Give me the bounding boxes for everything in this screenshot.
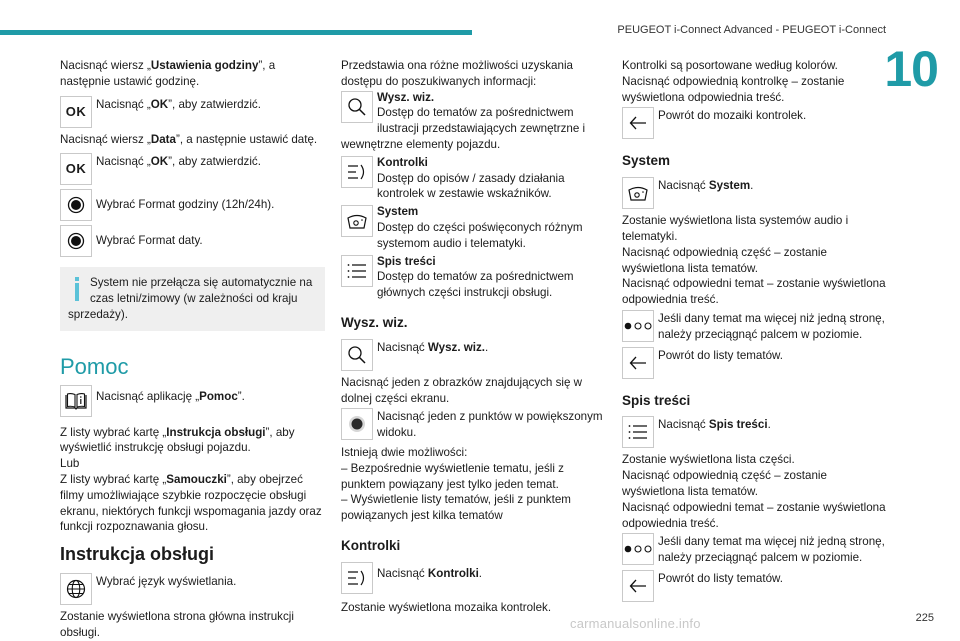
list-icon: [341, 255, 373, 287]
info-box: System nie przełącza się automatycznie na czas letni/zimowy (w zależności od kraju sprzedaży).: [60, 267, 325, 330]
paragraph: Istnieją dwie możliwości:: [341, 445, 468, 459]
paragraph: Z listy wybrać kartę „Samouczki”, aby obejrzeć filmy umożliwiające szybkie rozpoczęcie obsługi ekranu, niektórych funkcji wspomagania jazdy oraz funkcji rozpoznawania głosu.: [60, 472, 322, 534]
system-screen-icon: [341, 205, 373, 237]
magnifier-icon: [341, 339, 373, 371]
watermark: carmanualsonline.info: [570, 616, 701, 631]
warning-lights-instruction: Nacisnąć Kontrolki.: [341, 562, 603, 594]
paragraph: Nacisnąć odpowiednią część – zostanie wyświetlona lista tematów.: [622, 469, 827, 498]
radio-selected-icon: [60, 189, 92, 221]
paragraph: Nacisnąć wiersz „Data”, a następnie ustawić datę.: [60, 132, 318, 146]
ok-instruction: OK Nacisnąć „OK”, aby zatwierdzić.: [60, 153, 325, 185]
visual-search-instruction: Nacisnąć Wysz. wiz..: [341, 339, 603, 371]
paragraph: Kontrolki są posortowane według kolorów.: [622, 59, 838, 72]
language-instruction: Wybrać język wyświetlania.: [60, 573, 325, 605]
list-icon: [622, 416, 654, 448]
back-arrow-icon: [622, 570, 654, 602]
paragraph: Z listy wybrać kartę „Instrukcja obsługi”, aby wyświetlić instrukcję obsługi pojazdu.: [60, 425, 295, 455]
page-dots-icon: [622, 533, 654, 565]
option-system: System Dostęp do części poświęconych różnym systemom audio i telematyki.: [341, 204, 603, 251]
back-arrow-icon: [622, 347, 654, 379]
paragraph: Zostanie wyświetlona lista części.: [622, 453, 795, 467]
paragraph: – Wyświetlenie listy tematów, jeśli z punktem powiązanych jest kilka tematów: [341, 493, 571, 523]
paragraph: Nacisnąć odpowiednią kontrolkę – zostanie wyświetlona odpowiednia treść.: [622, 74, 845, 104]
paragraph: Zostanie wyświetlona strona główna instrukcji obsługi.: [60, 609, 294, 639]
radio-instruction: Wybrać Format godziny (12h/24h).: [60, 189, 325, 221]
page-dots-icon: [622, 310, 654, 342]
swipe-instruction: Jeśli dany temat ma więcej niż jedną stronę, należy przeciągnąć palcem w poziomie.: [622, 533, 888, 566]
point-instruction: Nacisnąć jeden z punktów w powiększonym widoku.: [341, 408, 603, 441]
point-dot-icon: [341, 408, 373, 440]
page-header-title: PEUGEOT i-Connect Advanced - PEUGEOT i-Connect: [617, 24, 886, 36]
paragraph: Przedstawia ona różne możliwości uzyskania dostępu do poszukiwanych informacji:: [341, 59, 573, 88]
help-instruction: Nacisnąć aplikację „Pomoc”.: [60, 385, 325, 417]
system-screen-icon: [622, 177, 654, 209]
section-heading-kontrolki: Kontrolki: [341, 537, 401, 553]
header-accent-bar: [0, 30, 472, 35]
ok-icon: OK: [60, 153, 92, 185]
option-visual-search: Wysz. wiz. Dostęp do tematów za pośrednictwem ilustracji przedstawiających zewnętrzne i wewnętrzne elementy pojazdu.: [341, 90, 586, 151]
back-instruction: Powrót do listy tematów.: [622, 570, 888, 602]
section-heading-instrukcja: Instrukcja obsługi: [60, 544, 215, 565]
magnifier-icon: [341, 91, 373, 123]
paragraph: – Bezpośrednie wyświetlenie tematu, jeśli z punktem powiązany jest tylko jeden temat.: [341, 461, 564, 491]
warning-lights-icon: [341, 156, 373, 188]
back-instruction: Powrót do listy tematów.: [622, 347, 888, 379]
paragraph: Nacisnąć jeden z obrazków znajdujących się w dolnej części ekranu.: [341, 375, 583, 405]
section-heading-system: System: [622, 153, 671, 169]
manual-book-icon: [60, 385, 92, 417]
info-icon: [72, 277, 82, 301]
system-instruction: Nacisnąć System.: [622, 177, 888, 209]
option-table-of-contents: Spis treści Dostęp do tematów za pośrednictwem głównych części instrukcji obsługi.: [341, 254, 603, 301]
back-instruction: Powrót do mozaiki kontrolek.: [622, 107, 888, 139]
paragraph: Zostanie wyświetlona lista systemów audio i telematyki.: [622, 214, 849, 243]
column-2: [341, 58, 603, 616]
paragraph: Nacisnąć odpowiednią część – zostanie wyświetlona lista tematów.: [622, 245, 827, 275]
paragraph: Nacisnąć odpowiedni temat – zostanie wyświetlona odpowiednia treść.: [622, 277, 886, 307]
section-heading-pomoc: Pomoc: [60, 353, 129, 379]
section-heading-spis: Spis treści: [622, 392, 691, 408]
warning-lights-icon: [341, 562, 373, 594]
paragraph: Lub: [60, 457, 80, 471]
swipe-instruction: Jeśli dany temat ma więcej niż jedną stronę, należy przeciągnąć palcem w poziomie.: [622, 310, 888, 343]
paragraph: Zostanie wyświetlona mozaika kontrolek.: [341, 600, 552, 614]
ok-instruction: OK Nacisnąć „OK”, aby zatwierdzić.: [60, 96, 325, 128]
page-number: 225: [915, 612, 934, 624]
column-1: [60, 58, 325, 641]
paragraph: Nacisnąć wiersz „Ustawienia godziny”, a następnie ustawić godzinę.: [60, 59, 276, 88]
chapter-number: 10: [884, 41, 938, 97]
radio-instruction: Wybrać Format daty.: [60, 225, 325, 257]
globe-icon: [60, 573, 92, 605]
back-arrow-icon: [622, 107, 654, 139]
column-3: [622, 58, 888, 606]
paragraph: Nacisnąć odpowiedni temat – zostanie wyświetlona odpowiednia treść.: [622, 500, 886, 530]
toc-instruction: Nacisnąć Spis treści.: [622, 416, 888, 448]
section-heading-wysz: Wysz. wiz.: [341, 314, 408, 330]
option-warning-lights: Kontrolki Dostęp do opisów / zasady działania kontrolek w zestawie wskaźników.: [341, 155, 603, 202]
radio-selected-icon: [60, 225, 92, 257]
ok-icon: OK: [60, 96, 92, 128]
